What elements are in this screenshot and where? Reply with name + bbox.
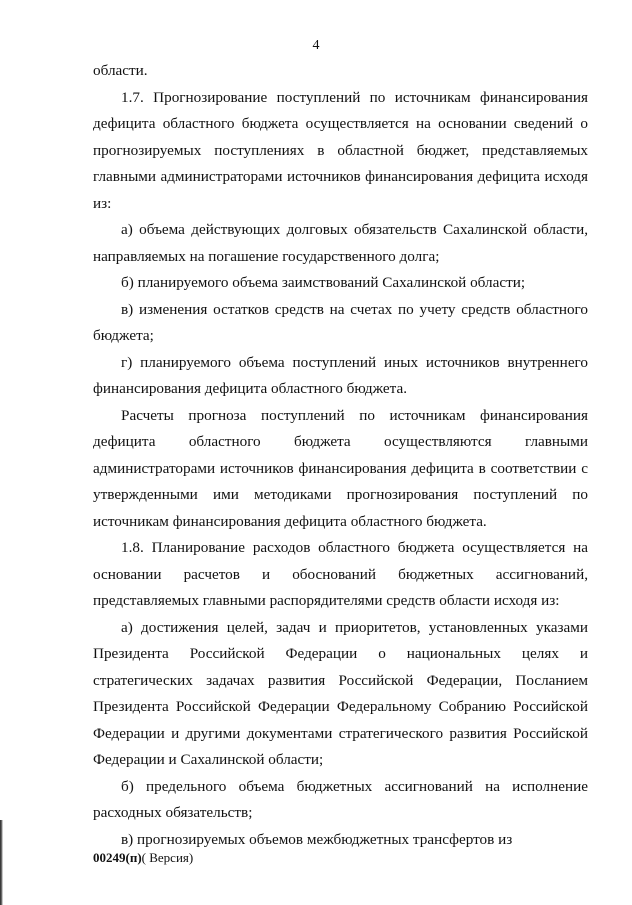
list-item-g: г) планируемого объема поступлений иных источников внутреннего финансирования дефицита областного бюджета. (93, 353, 588, 397)
document-footer (93, 850, 193, 866)
page-number: 4 (312, 38, 320, 53)
scan-edge (0, 820, 3, 905)
paragraph-1-7: 1.7. Прогнозирование поступлений по источникам финансирования дефицита областного бюджета осуществляется на основании сведений о прогнозируемых поступлениях в областной бюджет, представляемых главными администраторами источников финансирования дефицита исходя из: (93, 88, 588, 212)
list-item-v: в) изменения остатков средств на счетах по учету средств областного бюджета; (93, 300, 588, 344)
list-item-a: а) объема действующих долговых обязательств Сахалинской области, направляемых на погашение государственного долга; (93, 221, 588, 265)
list-item-b-2: б) предельного объема бюджетных ассигнований на исполнение расходных обязательств; (93, 777, 588, 821)
document-version: ( Версия) (141, 850, 194, 865)
list-item-a-2: а) достижения целей, задач и приоритетов, установленных указами Президента Российской Федерации о национальных целях и стратегических задачах развития Российской Федерации, Посланием Президента Российской Федерации Федеральному Собранию Российской Федерации и другими документами стратегического развития Российской Федерации и Сахалинской области; (93, 618, 588, 768)
list-item-v-2: в) прогнозируемых объемов межбюджетных трансфертов из (121, 830, 513, 848)
paragraph-continuation: области. (93, 62, 148, 79)
document-code: 00249(п) (93, 850, 142, 865)
paragraph-calculations: Расчеты прогноза поступлений по источникам финансирования дефицита областного бюджета осуществляются главными администраторами источников финансирования дефицита в соответствии с утвержденными ими методиками прогнозирования поступлений по источникам финансирования дефицита областного бюджета. (93, 406, 588, 530)
document-body (93, 58, 588, 853)
list-item-b: б) планируемого объема заимствований Сахалинской области; (121, 274, 526, 291)
paragraph-1-8: 1.8. Планирование расходов областного бюджета осуществляется на основании расчетов и обоснований бюджетных ассигнований, представляемых главными распорядителями средств области исходя из: (93, 539, 588, 609)
